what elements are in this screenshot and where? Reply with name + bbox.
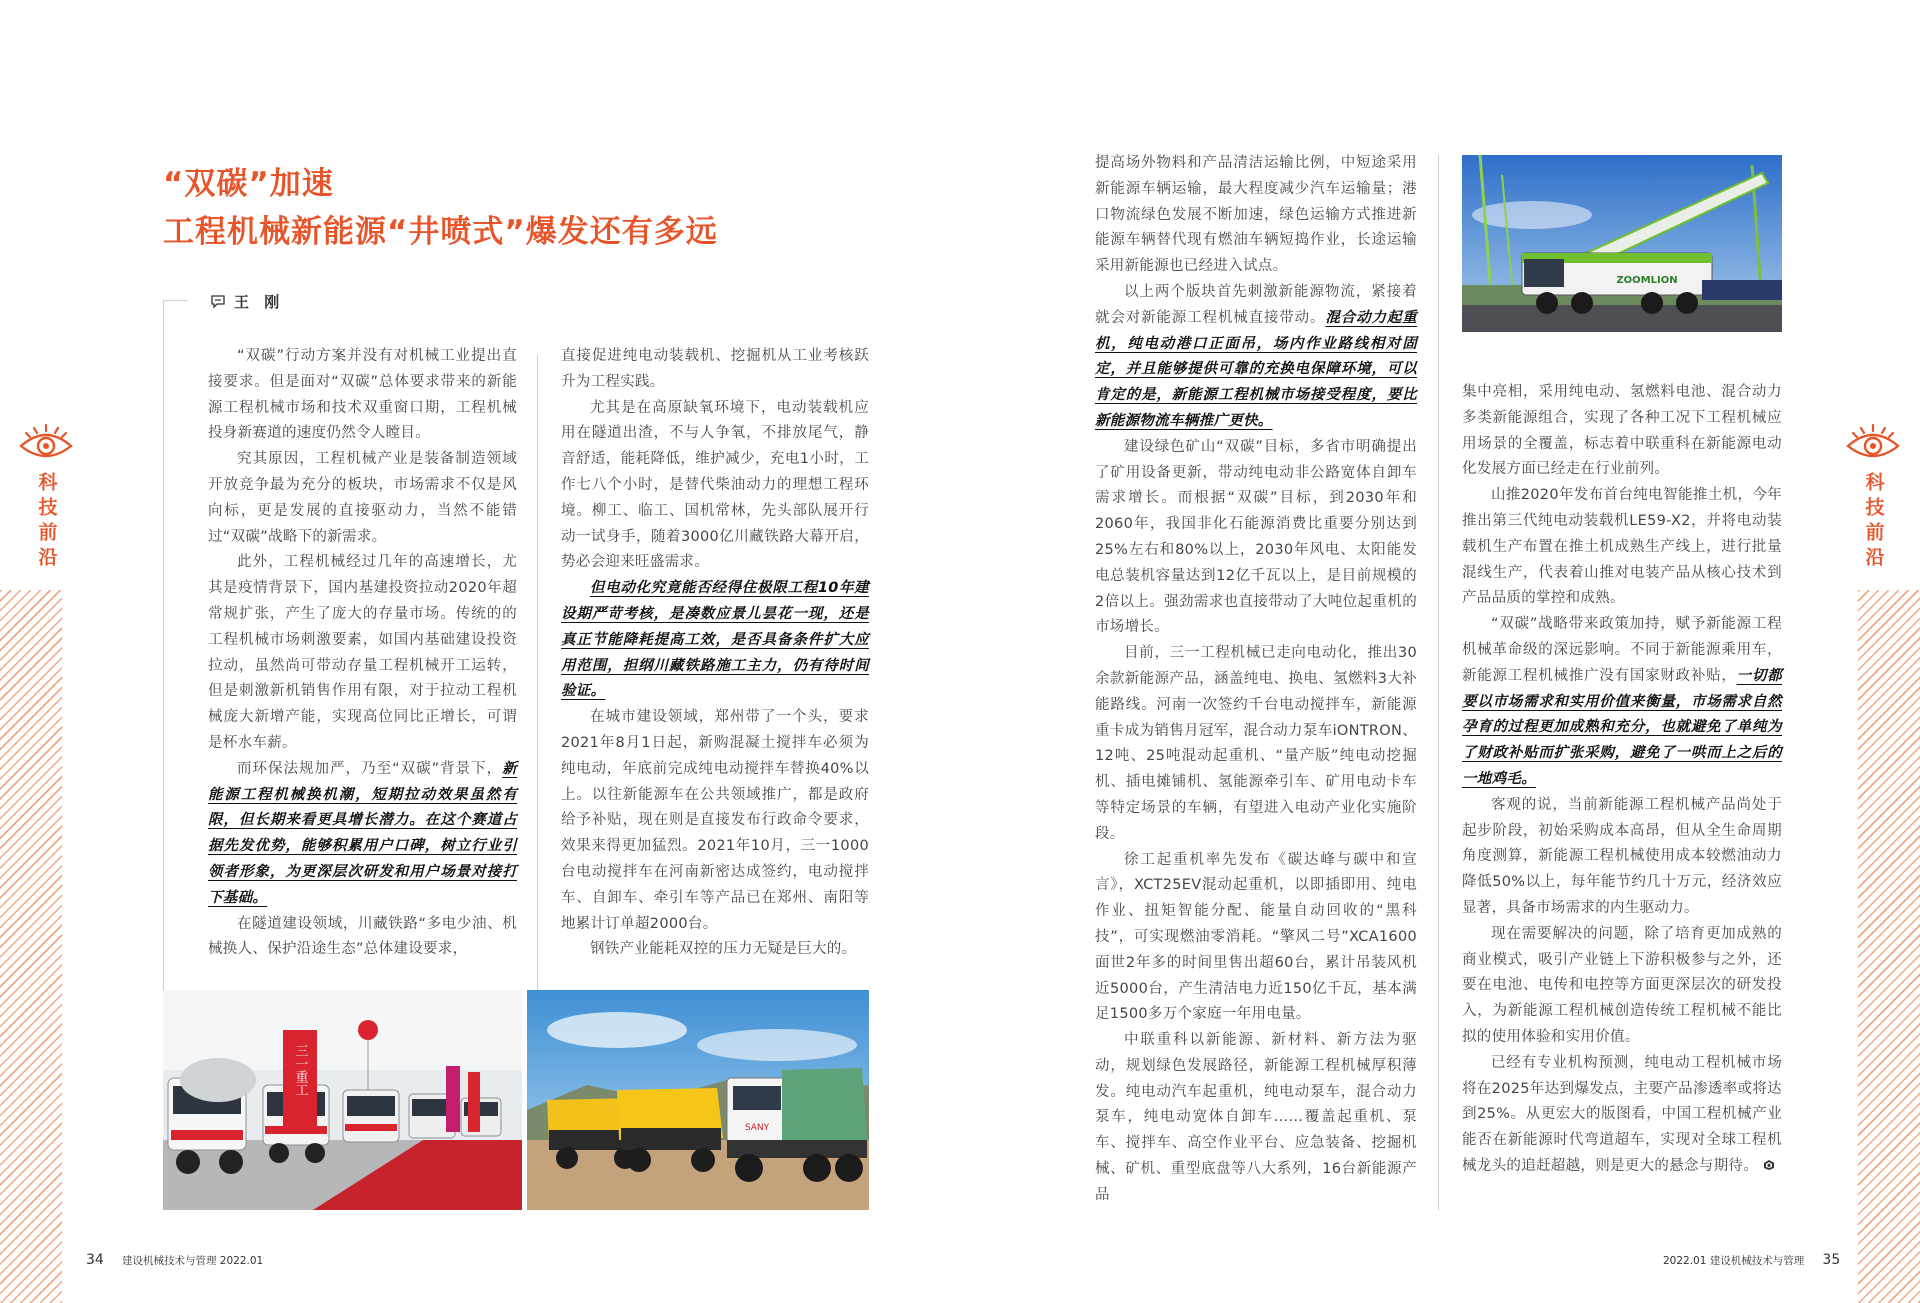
author-byline <box>208 291 284 312</box>
text-column-1 <box>208 344 517 963</box>
paragraph <box>1462 1051 1782 1180</box>
paragraph: 此外，工程机械经过几年的高速增长，尤其是疫情背景下，国内基建投资拉动2020年超常规扩张，产生了庞大的存量市场。传统的的工程机械市场刺激要素，如国内基础建设投资拉动，虽然尚可带动存量工程机械开工运转，但是刺激新机销售作用有限，对于拉动工程机械庞大新增产能，实现高位同比正增长，可谓是杯水车薪。 <box>208 554 517 751</box>
photo-dump-trucks <box>527 990 869 1210</box>
end-mark-icon <box>1763 1159 1775 1171</box>
highlight-text: 但电动化究竟能否经得住极限工程10年建设期严苛考核，是凑数应景儿昙花一现，还是真正节能降耗提高工效，是否具备条件扩大应用范围，担纲川藏铁路施工主力，仍有待时间验证。 <box>561 580 869 700</box>
text-column-2 <box>561 344 869 963</box>
photo-mixer-trucks <box>163 990 522 1210</box>
highlight-text: 新能源工程机械换机潮，短期拉动效果虽然有限，但长期来看更具增长潜力。在这个赛道占据先发优势，能够积累用户口碑，树立行业引领者形象，为更深层次研发和用户场景对接打下基础。 <box>208 760 517 906</box>
page-number: 35 <box>1822 1252 1841 1268</box>
title-line-2: 工程机械新能源“井喷式”爆发还有多远 <box>163 214 718 250</box>
right-stripe-decoration <box>1858 590 1920 1303</box>
paragraph-final: 已经有专业机构预测，纯电动工程机械市场将在2025年达到爆发点，主要产品渗透率或将达到25%。从更宏大的版图看，中国工程机械产业能否在新能源时代弯道超车，实现对全球工程机械龙头的追赶超越，则是更大的悬念与期待。 <box>1462 1054 1782 1174</box>
truck-brand: SANY <box>744 1123 770 1133</box>
paragraph: 徐工起重机率先发布《碳达峰与碳中和宣言》，XCT25EV混动起重机，以即插即用、纯电作业、扭矩智能分配、能量自动回收的“黑科技”，可实现燃油零消耗。“擎风二号”XCA1600面世2年多的时间里售出超60台，累计吊装风机近5000台，产生清洁电力近150亿千瓦，基本满足1500多万个家庭一年用电量。 <box>1095 851 1417 1023</box>
text-column-4 <box>1462 380 1782 1180</box>
eye-icon <box>1844 422 1902 466</box>
dump-trucks-illustration <box>527 990 869 1210</box>
footer-right <box>1663 1252 1840 1268</box>
title-line-1: “双碳”加速 <box>163 166 334 202</box>
paragraph: 现在需要解决的问题，除了培育更加成熟的商业模式，吸引产业链上下游积极参与之外，还要在电池、电传和电控等方面更深层次的研发投入，为新能源工程机械创造传统工程机械不能比拟的使用体验和实用价值。 <box>1462 925 1782 1045</box>
paragraph: 中联重科以新能源、新材料、新方法为驱动，规划绿色发展路径，新能源工程机械厚积薄发。纯电动汽车起重机，纯电动泵车，混合动力泵车，纯电动宽体自卸车……覆盖起重机、泵车、搅拌车、高空作业平台、应急装备、挖掘机械、矿机、重型底盘等八大系列，16台新能源产品 <box>1095 1032 1417 1203</box>
page-number: 34 <box>86 1252 104 1268</box>
paragraph: 目前，三一工程机械已走向电动化，推出30余款新能源产品，涵盖纯电、换电、氢燃料3大补能路线。河南一次签约千台电动搅拌车，新能源重卡成为销售月冠军，混合动力泵车iONTRON、12吨、25吨混动起重机、“量产版”纯电动挖掘机、插电摊铺机、氢能源牵引车、矿用电动卡车等特定场景的车辆，有望进入电动产业化实施阶段。 <box>1095 645 1417 842</box>
paragraph <box>1462 612 1782 793</box>
paragraph: 直接促进纯电动装载机、挖掘机从工业考核跃升为工程实践。 <box>561 348 869 390</box>
paragraph: 钢铁产业能耗双控的压力无疑是巨大的。 <box>590 941 857 958</box>
section-tab-left <box>11 422 81 576</box>
paragraph <box>208 757 517 912</box>
column-divider-right <box>1438 155 1439 1210</box>
publication-info: 建设机械技术与管理 2022.01 <box>121 1255 264 1267</box>
paragraph <box>561 576 869 705</box>
mixer-trucks-illustration <box>163 990 522 1210</box>
column-divider-left <box>537 355 538 990</box>
eye-icon <box>17 422 75 466</box>
paragraph: “双碳”行动方案并没有对机械工业提出直接要求。但是面对“双碳”总体要求带来的新能源工程机械市场和技术双重窗口期，工程机械投身新赛道的速度仍然令人瞠目。 <box>208 348 517 442</box>
crane-illustration <box>1462 155 1782 332</box>
paragraph <box>1095 280 1417 435</box>
frame-line-top <box>163 300 188 301</box>
paragraph: 提高场外物料和产品清洁运输比例，中短途采用新能源车辆运输，最大程度减少汽车运输量；港口物流绿色发展不断加速，绿色运输方式推进新能源车辆替代现有燃油车辆短捣作业，长途运输采用新能源也已经进入试点。 <box>1095 155 1417 275</box>
section-label: 科技前沿 <box>35 472 58 572</box>
publication-info: 2022.01 建设机械技术与管理 <box>1663 1255 1805 1267</box>
section-label: 科技前沿 <box>1862 472 1885 572</box>
paragraph: 建设绿色矿山“双碳”目标，多省市明确提出了矿用设备更新，带动纯电动非公路宽体自卸车需求增长。而根据“双碳”目标，到2030年和2060年，我国非化石能源消费比重要分别达到25%左右和80%以上，2030年风电、太阳能发电总装机容量达到12亿千瓦以上，是目前规模的2倍以上。强劲需求也直接带动了大吨位起重机的市场增长。 <box>1095 438 1417 636</box>
highlight-text: 混合动力起重机，纯电动港口正面吊，场内作业路线相对固定，并且能够提供可靠的充换电保障环境，可以肯定的是，新能源工程机械市场接受程度，要比新能源物流车辆推广更快。 <box>1095 309 1417 429</box>
photo-crane <box>1462 155 1782 332</box>
frame-line-left <box>163 300 164 990</box>
left-stripe-decoration <box>0 590 62 1303</box>
paragraph: 山推2020年发布首台纯电智能推土机，今年推出第三代纯电动装载机LE59-X2，并将电动装载机生产布置在推土机成熟生产线上，进行批量混线生产，代表着山推对电装产品从核心技术到产品品质的掌控和成熟。 <box>1462 487 1782 607</box>
footer-left <box>86 1252 263 1268</box>
crane-brand: ZOOMLION <box>1616 275 1678 286</box>
paragraph: 集中亮相，采用纯电动、氢燃料电池、混合动力多类新能源组合，实现了各种工况下工程机械应用场景的全覆盖，标志着中联重科在新能源电动化发展方面已经走在行业前列。 <box>1462 384 1782 478</box>
article-title <box>163 160 843 256</box>
paragraph: 在隧道建设领域，川藏铁路“多电少油、机械换人、保护沿途生态”总体建设要求， <box>208 915 517 958</box>
highlight-text: 一切都要以市场需求和实用价值来衡量，市场需求自然孕育的过程更加成熟和充分，也就避免了单纯为了财政补贴而扩张采购，避免了一哄而上之后的一地鸡毛。 <box>1462 667 1782 787</box>
section-tab-right <box>1838 422 1908 576</box>
paragraph: 尤其是在高原缺氧环境下，电动装载机应用在隧道出渣，不与人争氧，不排放尾气，静音舒适，能耗降低，维护减少，充电1小时，工作七八个小时，是替代柴油动力的理想工程环境。柳工、临工、国机常林，先头部队展开行动一试身手，随着3000亿川藏铁路大幕开启，势必会迎来旺盛需求。 <box>561 399 869 571</box>
paragraph: 在城市建设领域，郑州带了一个头，要求2021年8月1日起，新购混凝土搅拌车必须为纯电动，年底前完成纯电动搅拌车替换40%以上。以往新能源车在公共领域推广，都是政府给予补贴，现在则是直接发布行政命令要求，效果来得更加猛烈。2021年10月，三一1000台电动搅拌车在河南新密达成签约，电动搅拌车、自卸车、牵引车等产品已在郑州、南阳等地累计订单超2000台。 <box>561 709 869 932</box>
paragraph-lead: 而环保法规加严，乃至“双碳”背景下， <box>237 760 503 777</box>
text-column-3 <box>1095 151 1417 1209</box>
author-name: 王 刚 <box>234 293 285 311</box>
paragraph: 究其原因，工程机械产业是装备制造领域开放竞争最为充分的板块，市场需求不仅是风向标，更是发展的直接驱动力，当然不能错过“双碳”战略下的新需求。 <box>208 451 517 545</box>
banner-text: 三一重工 <box>292 1044 308 1096</box>
paragraph-lead: 以上两个版块首先刺激新能源物流，紧接着就会对新能源工程机械直接带动。 <box>1095 283 1417 326</box>
paragraph: 客观的说，当前新能源工程机械产品尚处于起步阶段，初始采购成本高昂，但从全生命周期角度测算，新能源工程机械使用成本较燃油动力降低50%以上，每年能节约几十万元，经济效应显著，具备市场需求的内生驱动力。 <box>1462 796 1782 916</box>
paragraph-lead: “双碳”战略带来政策加持，赋予新能源工程机械革命级的深远影响。不同于新能源乘用车，新能源工程机械推广没有国家财政补贴， <box>1462 616 1782 684</box>
